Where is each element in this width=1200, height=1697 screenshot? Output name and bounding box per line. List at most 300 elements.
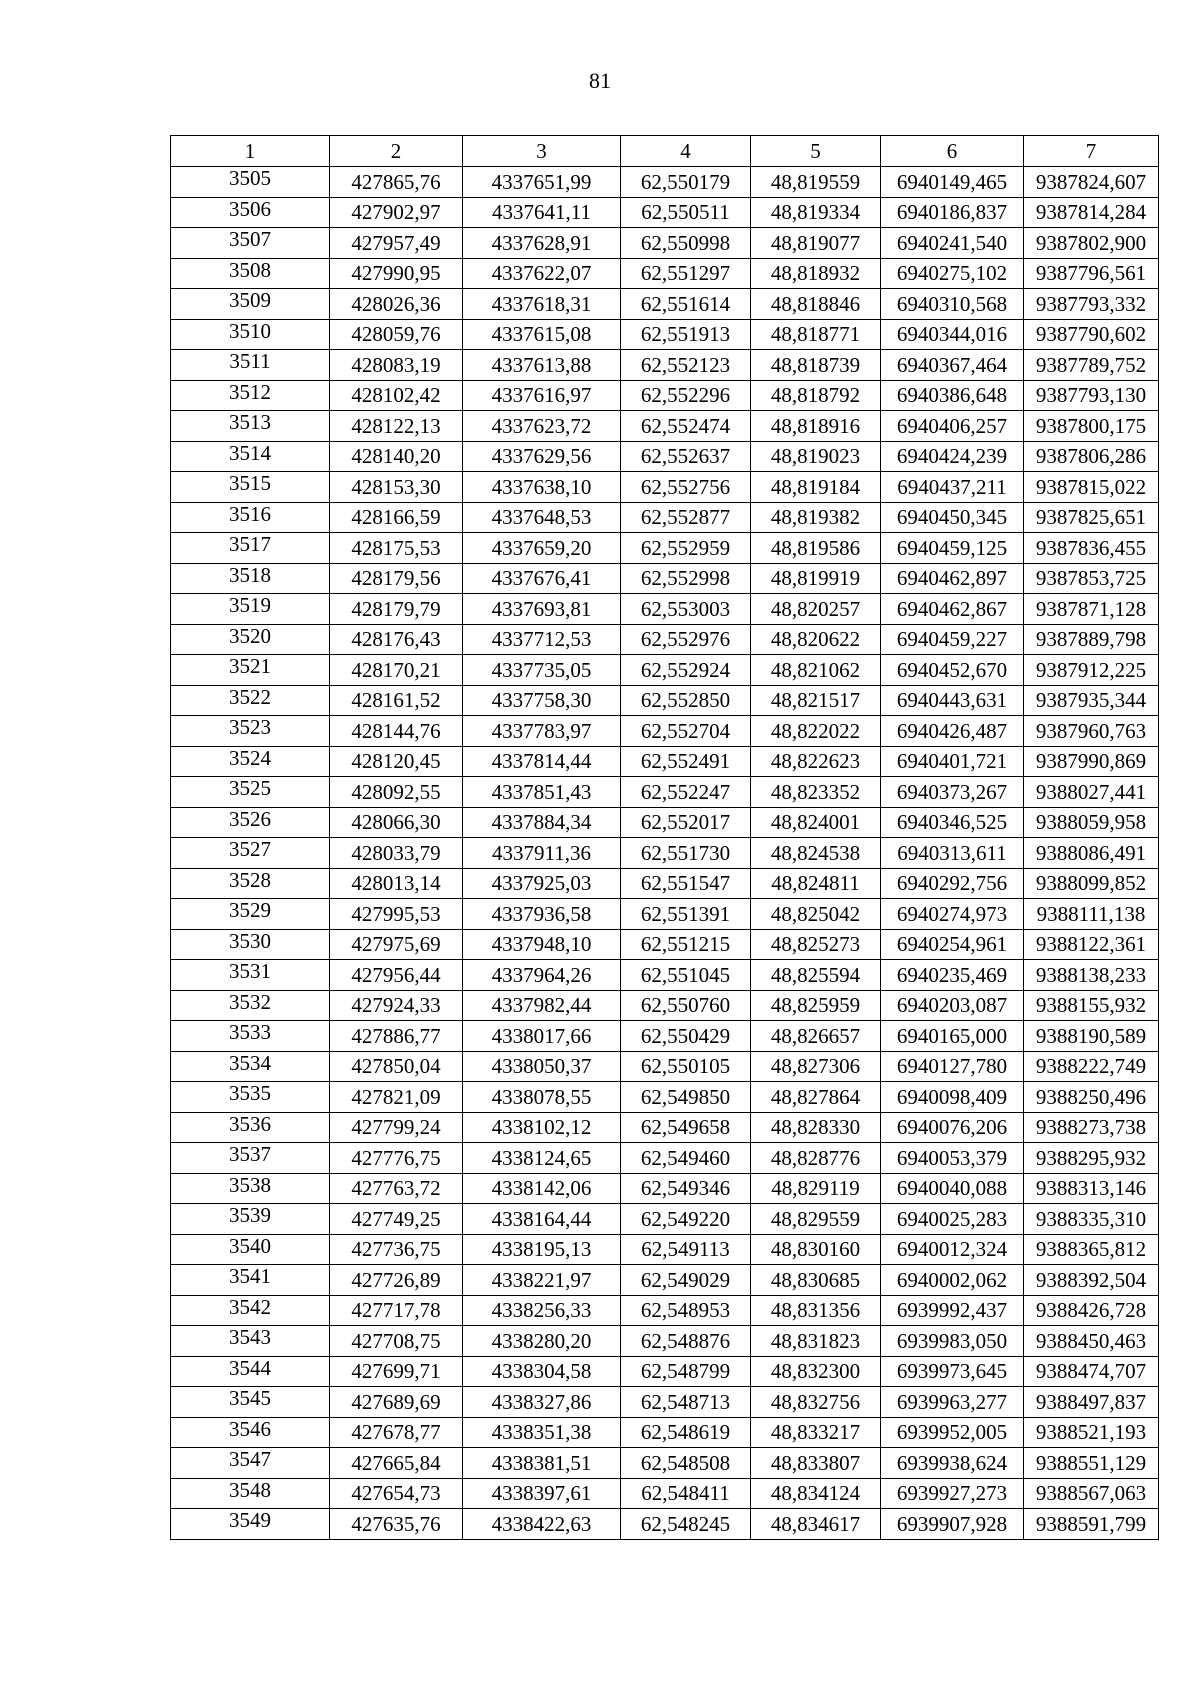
table-cell: 3526 (171, 807, 330, 838)
table-cell: 4337948,10 (463, 929, 621, 960)
table-cell: 62,550998 (621, 228, 751, 259)
table-row (171, 929, 1159, 960)
table-cell: 9387824,607 (1024, 167, 1159, 198)
table-cell: 62,549460 (621, 1143, 751, 1174)
table-cell: 4337628,91 (463, 228, 621, 259)
table-cell: 62,552637 (621, 441, 751, 472)
table-cell: 6940426,487 (881, 716, 1024, 747)
table-cell: 6940459,227 (881, 624, 1024, 655)
table-cell: 48,829559 (751, 1204, 881, 1235)
table-cell: 48,818792 (751, 380, 881, 411)
table-cell: 62,549346 (621, 1173, 751, 1204)
table-cell: 48,830685 (751, 1265, 881, 1296)
table-cell: 48,832756 (751, 1387, 881, 1418)
table-row (171, 1265, 1159, 1296)
table-row (171, 838, 1159, 869)
table-cell: 3540 (171, 1234, 330, 1265)
table-cell: 6940165,000 (881, 1021, 1024, 1052)
table-row (171, 624, 1159, 655)
table-row (171, 1021, 1159, 1052)
table-cell: 3522 (171, 685, 330, 716)
table-cell: 3533 (171, 1021, 330, 1052)
table-cell: 9387793,130 (1024, 380, 1159, 411)
table-cell: 4337925,03 (463, 868, 621, 899)
table-cell: 9387825,651 (1024, 502, 1159, 533)
table-header (171, 136, 1159, 167)
table-cell: 3521 (171, 655, 330, 686)
table-cell: 4338422,63 (463, 1509, 621, 1540)
table-cell: 48,819023 (751, 441, 881, 472)
table-cell: 6940040,088 (881, 1173, 1024, 1204)
table-cell: 427902,97 (330, 197, 463, 228)
table-row (171, 1051, 1159, 1082)
table-row (171, 716, 1159, 747)
table-cell: 3543 (171, 1326, 330, 1357)
table-cell: 9388567,063 (1024, 1478, 1159, 1509)
column-header-7: 7 (1024, 136, 1159, 167)
table-cell: 48,824811 (751, 868, 881, 899)
table-cell: 6940459,125 (881, 533, 1024, 564)
table-cell: 48,818771 (751, 319, 881, 350)
table-cell: 62,551045 (621, 960, 751, 991)
table-cell: 9387789,752 (1024, 350, 1159, 381)
table-cell: 6940186,837 (881, 197, 1024, 228)
column-header-2: 2 (330, 136, 463, 167)
table-row (171, 472, 1159, 503)
table-cell: 6940275,102 (881, 258, 1024, 289)
table-cell: 427678,77 (330, 1417, 463, 1448)
table-cell: 62,548619 (621, 1417, 751, 1448)
table-cell: 62,548799 (621, 1356, 751, 1387)
table-cell: 48,821062 (751, 655, 881, 686)
table-cell: 9388027,441 (1024, 777, 1159, 808)
table-cell: 62,551215 (621, 929, 751, 960)
table-cell: 6940452,670 (881, 655, 1024, 686)
table-cell: 6940127,780 (881, 1051, 1024, 1082)
table-cell: 48,818932 (751, 258, 881, 289)
table-cell: 6940406,257 (881, 411, 1024, 442)
table-cell: 427736,75 (330, 1234, 463, 1265)
table-cell: 4338195,13 (463, 1234, 621, 1265)
table-cell: 4337851,43 (463, 777, 621, 808)
table-row (171, 1326, 1159, 1357)
table-cell: 62,552959 (621, 533, 751, 564)
table-cell: 4337613,88 (463, 350, 621, 381)
table-cell: 4337884,34 (463, 807, 621, 838)
table-cell: 62,549220 (621, 1204, 751, 1235)
table-row (171, 350, 1159, 381)
table-cell: 3538 (171, 1173, 330, 1204)
table-cell: 62,548713 (621, 1387, 751, 1418)
table-cell: 48,819586 (751, 533, 881, 564)
table-cell: 9388222,749 (1024, 1051, 1159, 1082)
table-cell: 3509 (171, 289, 330, 320)
table-cell: 9388392,504 (1024, 1265, 1159, 1296)
table-cell: 4338256,33 (463, 1295, 621, 1326)
coordinates-table (170, 135, 1159, 1540)
table-cell: 48,822623 (751, 746, 881, 777)
table-cell: 428161,52 (330, 685, 463, 716)
table-cell: 6939992,437 (881, 1295, 1024, 1326)
table-cell: 48,825042 (751, 899, 881, 930)
table-cell: 428175,53 (330, 533, 463, 564)
table-row (171, 502, 1159, 533)
table-cell: 6940437,211 (881, 472, 1024, 503)
table-cell: 9388138,233 (1024, 960, 1159, 991)
table-cell: 427699,71 (330, 1356, 463, 1387)
table-cell: 3508 (171, 258, 330, 289)
table-cell: 9388426,728 (1024, 1295, 1159, 1326)
table-row (171, 594, 1159, 625)
table-cell: 6940053,379 (881, 1143, 1024, 1174)
table-row (171, 1204, 1159, 1235)
table-cell: 428144,76 (330, 716, 463, 747)
table-cell: 428026,36 (330, 289, 463, 320)
table-cell: 9387960,763 (1024, 716, 1159, 747)
table-cell: 48,833807 (751, 1448, 881, 1479)
table-cell: 62,551297 (621, 258, 751, 289)
table-cell: 4337964,26 (463, 960, 621, 991)
table-cell: 48,830160 (751, 1234, 881, 1265)
table-cell: 3520 (171, 624, 330, 655)
table-cell: 48,820257 (751, 594, 881, 625)
table-cell: 9387793,332 (1024, 289, 1159, 320)
table-cell: 62,550179 (621, 167, 751, 198)
table-row (171, 1509, 1159, 1540)
table-cell: 6940254,961 (881, 929, 1024, 960)
table-cell: 62,548953 (621, 1295, 751, 1326)
table-cell: 62,550429 (621, 1021, 751, 1052)
table-cell: 9387836,455 (1024, 533, 1159, 564)
table-cell: 62,552491 (621, 746, 751, 777)
table-cell: 428092,55 (330, 777, 463, 808)
table-cell: 3547 (171, 1448, 330, 1479)
table-cell: 428170,21 (330, 655, 463, 686)
table-row (171, 899, 1159, 930)
table-cell: 427990,95 (330, 258, 463, 289)
table-cell: 4338304,58 (463, 1356, 621, 1387)
table-cell: 3532 (171, 990, 330, 1021)
table-cell: 9388591,799 (1024, 1509, 1159, 1540)
table-cell: 3505 (171, 167, 330, 198)
table-cell: 4338017,66 (463, 1021, 621, 1052)
table-cell: 6940424,239 (881, 441, 1024, 472)
table-cell: 427850,04 (330, 1051, 463, 1082)
table-cell: 3513 (171, 411, 330, 442)
table-cell: 62,553003 (621, 594, 751, 625)
table-cell: 9387814,284 (1024, 197, 1159, 228)
table-cell: 48,822022 (751, 716, 881, 747)
table-cell: 427975,69 (330, 929, 463, 960)
table-cell: 6940462,867 (881, 594, 1024, 625)
table-cell: 48,831823 (751, 1326, 881, 1357)
table-cell: 4337659,20 (463, 533, 621, 564)
table-cell: 4337618,31 (463, 289, 621, 320)
table-cell: 4338142,06 (463, 1173, 621, 1204)
table-row (171, 1143, 1159, 1174)
table-row (171, 1295, 1159, 1326)
table-cell: 62,550511 (621, 197, 751, 228)
table-cell: 62,549113 (621, 1234, 751, 1265)
table-cell: 427749,25 (330, 1204, 463, 1235)
table-row (171, 380, 1159, 411)
table-row (171, 411, 1159, 442)
table-cell: 6940002,062 (881, 1265, 1024, 1296)
table-cell: 6940344,016 (881, 319, 1024, 350)
table-cell: 3541 (171, 1265, 330, 1296)
table-cell: 3524 (171, 746, 330, 777)
table-row (171, 1082, 1159, 1113)
table-cell: 48,829119 (751, 1173, 881, 1204)
table-cell: 48,820622 (751, 624, 881, 655)
table-cell: 62,548508 (621, 1448, 751, 1479)
table-cell: 6940025,283 (881, 1204, 1024, 1235)
table-cell: 9388521,193 (1024, 1417, 1159, 1448)
table-cell: 4337615,08 (463, 319, 621, 350)
table-cell: 48,825273 (751, 929, 881, 960)
table-cell: 3514 (171, 441, 330, 472)
table-cell: 48,825959 (751, 990, 881, 1021)
table-cell: 4338221,97 (463, 1265, 621, 1296)
table-cell: 48,818739 (751, 350, 881, 381)
table-cell: 3530 (171, 929, 330, 960)
table-cell: 48,819184 (751, 472, 881, 503)
table-cell: 6939927,273 (881, 1478, 1024, 1509)
table-cell: 4338102,12 (463, 1112, 621, 1143)
table-cell: 4337712,53 (463, 624, 621, 655)
table-cell: 4337648,53 (463, 502, 621, 533)
table-cell: 3523 (171, 716, 330, 747)
table-cell: 3510 (171, 319, 330, 350)
table-cell: 62,552756 (621, 472, 751, 503)
table-cell: 9387990,869 (1024, 746, 1159, 777)
table-cell: 4337936,58 (463, 899, 621, 930)
table-cell: 48,818916 (751, 411, 881, 442)
table-cell: 3535 (171, 1082, 330, 1113)
table-cell: 48,828330 (751, 1112, 881, 1143)
table-cell: 3507 (171, 228, 330, 259)
table-row (171, 1448, 1159, 1479)
table-cell: 9387912,225 (1024, 655, 1159, 686)
table-cell: 6940012,324 (881, 1234, 1024, 1265)
table-cell: 3518 (171, 563, 330, 594)
table-cell: 4337911,36 (463, 838, 621, 869)
table-cell: 9387800,175 (1024, 411, 1159, 442)
table-cell: 6940450,345 (881, 502, 1024, 533)
table-cell: 427924,33 (330, 990, 463, 1021)
table-cell: 3542 (171, 1295, 330, 1326)
table-row (171, 1356, 1159, 1387)
table-cell: 48,825594 (751, 960, 881, 991)
table-cell: 3531 (171, 960, 330, 991)
table-row (171, 746, 1159, 777)
table-cell: 6940076,206 (881, 1112, 1024, 1143)
table-cell: 9388365,812 (1024, 1234, 1159, 1265)
table-cell: 9388190,589 (1024, 1021, 1159, 1052)
table-cell: 427956,44 (330, 960, 463, 991)
table-cell: 4338327,86 (463, 1387, 621, 1418)
table-cell: 62,551913 (621, 319, 751, 350)
table-cell: 62,552017 (621, 807, 751, 838)
table-cell: 62,550760 (621, 990, 751, 1021)
table-cell: 4337783,97 (463, 716, 621, 747)
table-cell: 62,551391 (621, 899, 751, 930)
table-row (171, 228, 1159, 259)
table-cell: 4337641,11 (463, 197, 621, 228)
column-header-6: 6 (881, 136, 1024, 167)
table-row (171, 868, 1159, 899)
table-cell: 3546 (171, 1417, 330, 1448)
table-cell: 62,552247 (621, 777, 751, 808)
table-cell: 6940310,568 (881, 289, 1024, 320)
table-cell: 62,552924 (621, 655, 751, 686)
table-cell: 4338124,65 (463, 1143, 621, 1174)
table-cell: 3536 (171, 1112, 330, 1143)
table-cell: 6940313,611 (881, 838, 1024, 869)
column-header-5: 5 (751, 136, 881, 167)
table-cell: 6940373,267 (881, 777, 1024, 808)
table-row (171, 258, 1159, 289)
table-cell: 62,549029 (621, 1265, 751, 1296)
table-cell: 3528 (171, 868, 330, 899)
table-cell: 4338050,37 (463, 1051, 621, 1082)
table-cell: 9388497,837 (1024, 1387, 1159, 1418)
table-cell: 9388335,310 (1024, 1204, 1159, 1235)
table-cell: 9387806,286 (1024, 441, 1159, 472)
table-cell: 428166,59 (330, 502, 463, 533)
table-row (171, 777, 1159, 808)
table-row (171, 1417, 1159, 1448)
table-cell: 428033,79 (330, 838, 463, 869)
table-cell: 62,552998 (621, 563, 751, 594)
table-cell: 427763,72 (330, 1173, 463, 1204)
table-cell: 428122,13 (330, 411, 463, 442)
table-row (171, 1173, 1159, 1204)
table-cell: 427776,75 (330, 1143, 463, 1174)
table-cell: 62,551730 (621, 838, 751, 869)
table-row (171, 1478, 1159, 1509)
table-row (171, 441, 1159, 472)
header-row (171, 136, 1159, 167)
table-cell: 428179,56 (330, 563, 463, 594)
table-cell: 4337616,97 (463, 380, 621, 411)
table-cell: 4337629,56 (463, 441, 621, 472)
table-cell: 48,831356 (751, 1295, 881, 1326)
table-cell: 48,818846 (751, 289, 881, 320)
table-cell: 6939973,645 (881, 1356, 1024, 1387)
table-cell: 62,550105 (621, 1051, 751, 1082)
table-cell: 428140,20 (330, 441, 463, 472)
table-cell: 6939952,005 (881, 1417, 1024, 1448)
table-cell: 428102,42 (330, 380, 463, 411)
table-cell: 3515 (171, 472, 330, 503)
table-cell: 4338078,55 (463, 1082, 621, 1113)
table-cell: 9388474,707 (1024, 1356, 1159, 1387)
table-cell: 9388155,932 (1024, 990, 1159, 1021)
table-row (171, 1112, 1159, 1143)
table-cell: 6940098,409 (881, 1082, 1024, 1113)
table-cell: 9387802,900 (1024, 228, 1159, 259)
table-cell: 3545 (171, 1387, 330, 1418)
table-cell: 428013,14 (330, 868, 463, 899)
table-cell: 48,824538 (751, 838, 881, 869)
table-cell: 3527 (171, 838, 330, 869)
table-cell: 9388273,738 (1024, 1112, 1159, 1143)
table-cell: 9387853,725 (1024, 563, 1159, 594)
table-cell: 427717,78 (330, 1295, 463, 1326)
table-cell: 9388099,852 (1024, 868, 1159, 899)
table-row (171, 960, 1159, 991)
table-cell: 428083,19 (330, 350, 463, 381)
table-cell: 48,819077 (751, 228, 881, 259)
table-cell: 3512 (171, 380, 330, 411)
table-cell: 48,826657 (751, 1021, 881, 1052)
column-header-1: 1 (171, 136, 330, 167)
table-cell: 62,551547 (621, 868, 751, 899)
table-cell: 9388086,491 (1024, 838, 1159, 869)
table-cell: 6940462,897 (881, 563, 1024, 594)
table-cell: 48,819382 (751, 502, 881, 533)
table-cell: 428059,76 (330, 319, 463, 350)
table-cell: 48,834617 (751, 1509, 881, 1540)
table-row (171, 807, 1159, 838)
table-cell: 3537 (171, 1143, 330, 1174)
table-cell: 62,552976 (621, 624, 751, 655)
table-cell: 62,551614 (621, 289, 751, 320)
table-cell: 48,828776 (751, 1143, 881, 1174)
table-row (171, 167, 1159, 198)
table-cell: 3544 (171, 1356, 330, 1387)
table-cell: 428120,45 (330, 746, 463, 777)
table-cell: 62,552850 (621, 685, 751, 716)
column-header-3: 3 (463, 136, 621, 167)
table-body (171, 167, 1159, 1540)
page-number: 81 (589, 68, 611, 93)
table-cell: 62,549850 (621, 1082, 751, 1113)
table-cell: 427995,53 (330, 899, 463, 930)
table-cell: 48,827306 (751, 1051, 881, 1082)
table-cell: 62,549658 (621, 1112, 751, 1143)
table-row (171, 1234, 1159, 1265)
table-row (171, 197, 1159, 228)
table-cell: 6940149,465 (881, 167, 1024, 198)
table-cell: 4338164,44 (463, 1204, 621, 1235)
table-cell: 427886,77 (330, 1021, 463, 1052)
table-cell: 9388551,129 (1024, 1448, 1159, 1479)
table-cell: 4337651,99 (463, 167, 621, 198)
table-cell: 62,552704 (621, 716, 751, 747)
table-cell: 48,821517 (751, 685, 881, 716)
column-header-4: 4 (621, 136, 751, 167)
table-cell: 48,819334 (751, 197, 881, 228)
table-cell: 9388122,361 (1024, 929, 1159, 960)
table-cell: 6939983,050 (881, 1326, 1024, 1357)
table-cell: 9388111,138 (1024, 899, 1159, 930)
table-cell: 6940203,087 (881, 990, 1024, 1021)
table-cell: 3548 (171, 1478, 330, 1509)
table-cell: 6940367,464 (881, 350, 1024, 381)
table-cell: 4337982,44 (463, 990, 621, 1021)
table-cell: 4338280,20 (463, 1326, 621, 1357)
table-cell: 6940443,631 (881, 685, 1024, 716)
table-cell: 4337758,30 (463, 685, 621, 716)
table-cell: 9388450,463 (1024, 1326, 1159, 1357)
table-cell: 6940401,721 (881, 746, 1024, 777)
table-cell: 62,548876 (621, 1326, 751, 1357)
table-cell: 427635,76 (330, 1509, 463, 1540)
table-cell: 62,552123 (621, 350, 751, 381)
table-cell: 62,548411 (621, 1478, 751, 1509)
